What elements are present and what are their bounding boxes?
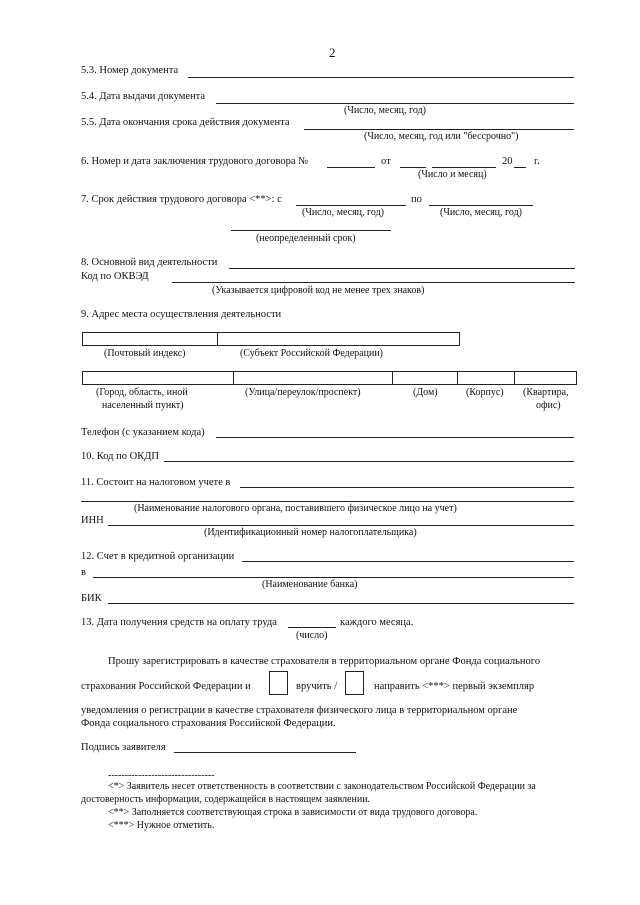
pay-date-field[interactable] [288,627,336,628]
contract-month-field[interactable] [432,167,496,168]
address-row-2 [82,371,577,385]
address-row-1-divider [217,332,218,345]
address-row-2-divider-2 [392,371,393,384]
term-open-field[interactable] [231,230,391,231]
address-row-1 [82,332,460,346]
apartment-caption-1: (Квартира, [523,387,569,398]
term-open-caption: (неопределенный срок) [256,233,356,244]
city-caption-2: населенный пункт) [102,400,184,411]
request-line-2: страхования Российской Федерации и [81,681,251,692]
pay-date-label: 13. Дата получения средств на оплату труда [81,617,277,628]
okved-label: Код по ОКВЭД [81,271,149,282]
contract-year-prefix: 20 [502,156,513,167]
city-caption-1: (Город, область, иной [96,387,188,398]
doc-issue-date-label: 5.4. Дата выдачи документа [81,91,206,102]
doc-issue-date-caption: (Число, месяц, год) [344,105,426,116]
bank-v-label: в [81,567,86,578]
okdp-field[interactable] [164,461,574,462]
doc-issue-date-field[interactable] [216,103,574,104]
apartment-caption-2: офис) [536,400,561,411]
inn-caption: (Идентификационный номер налогоплательщика) [204,527,417,538]
okdp-label: 10. Код по ОКДП [81,451,159,462]
contract-date-caption: (Число и месяц) [418,169,487,180]
send-checkbox[interactable] [345,671,364,695]
doc-expiry-caption: (Число, месяц, год или "бессрочно") [364,131,519,142]
request-line-4: Фонда социального страхования Российской Федерации. [81,718,336,729]
signature-label: Подпись заявителя [81,742,166,753]
address-row-2-divider-1 [233,371,234,384]
okved-field[interactable] [172,282,575,283]
contract-number-field[interactable] [327,167,375,168]
signature-field[interactable] [174,752,356,753]
doc-number-field[interactable] [188,77,574,78]
deliver-checkbox[interactable] [269,671,288,695]
inn-field[interactable] [108,525,574,526]
contract-label: 6. Номер и дата заключения трудового договора № [81,156,309,167]
bik-field[interactable] [108,603,574,604]
contract-year-field[interactable] [514,167,526,168]
deliver-label: вручить / [296,681,338,692]
bank-account-field[interactable] [242,561,574,562]
footnote-1b: достоверность информации, содержащейся в настоящем заявлении. [81,794,371,805]
doc-expiry-label: 5.5. Дата окончания срока действия документа [81,117,290,128]
footnote-separator: -------------------------------- [108,770,215,781]
doc-expiry-field[interactable] [304,129,574,130]
contract-day-field[interactable] [400,167,426,168]
bank-name-caption: (Наименование банка) [262,579,358,590]
phone-label: Телефон (с указанием кода) [81,427,205,438]
pay-date-caption: (число) [296,630,328,641]
term-to-field[interactable] [429,205,533,206]
request-line-1: Прошу зарегистрировать в качестве страхователя в территориальном органе Фонда социального [108,656,541,667]
tax-office-label: 11. Состоит на налоговом учете в [81,477,231,488]
postal-caption: (Почтовый индекс) [104,348,186,359]
footnote-1a: <*> Заявитель несет ответственность в соответствии с законодательством Российской Федерации за [108,781,536,792]
street-caption: (Улица/переулок/проспект) [245,387,361,398]
term-to-caption: (Число, месяц, год) [440,207,522,218]
address-row-2-divider-4 [514,371,515,384]
address-row-2-divider-3 [457,371,458,384]
building-caption: (Корпус) [466,387,504,398]
pay-date-suffix: каждого месяца. [340,617,414,628]
page-number: 2 [329,45,336,60]
request-line-3: уведомления о регистрации в качестве страхователя физического лица в территориальном органе [81,705,518,716]
term-from-caption: (Число, месяц, год) [302,207,384,218]
activity-label: 8. Основной вид деятельности [81,257,218,268]
term-po-label: по [411,194,422,205]
address-label: 9. Адрес места осуществления деятельности [81,309,282,320]
bank-name-field[interactable] [93,577,574,578]
phone-field[interactable] [216,437,574,438]
term-from-field[interactable] [296,205,406,206]
term-label: 7. Срок действия трудового договора <**>: с [81,194,282,205]
okved-caption: (Указывается цифровой код не менее трех знаков) [212,285,425,296]
bik-label: БИК [81,593,102,604]
subject-caption: (Субъект Российской Федерации) [240,348,384,359]
doc-number-label: 5.3. Номер документа [81,65,179,76]
bank-account-label: 12. Счет в кредитной организации [81,551,235,562]
contract-year-suffix: г. [534,156,540,167]
footnote-2: <**> Заполняется соответствующая строка в зависимости от вида трудового договора. [108,807,478,818]
inn-label: ИНН [81,515,104,526]
activity-field[interactable] [229,268,575,269]
house-caption: (Дом) [413,387,438,398]
contract-ot-label: от [381,156,391,167]
tax-office-field-2[interactable] [81,501,574,502]
footnote-3: <***> Нужное отметить. [108,820,215,831]
tax-office-caption: (Наименование налогового органа, поставившего физическое лицо на учет) [134,503,457,514]
tax-office-field-1[interactable] [240,487,574,488]
send-label: направить <***> первый экземпляр [374,681,535,692]
